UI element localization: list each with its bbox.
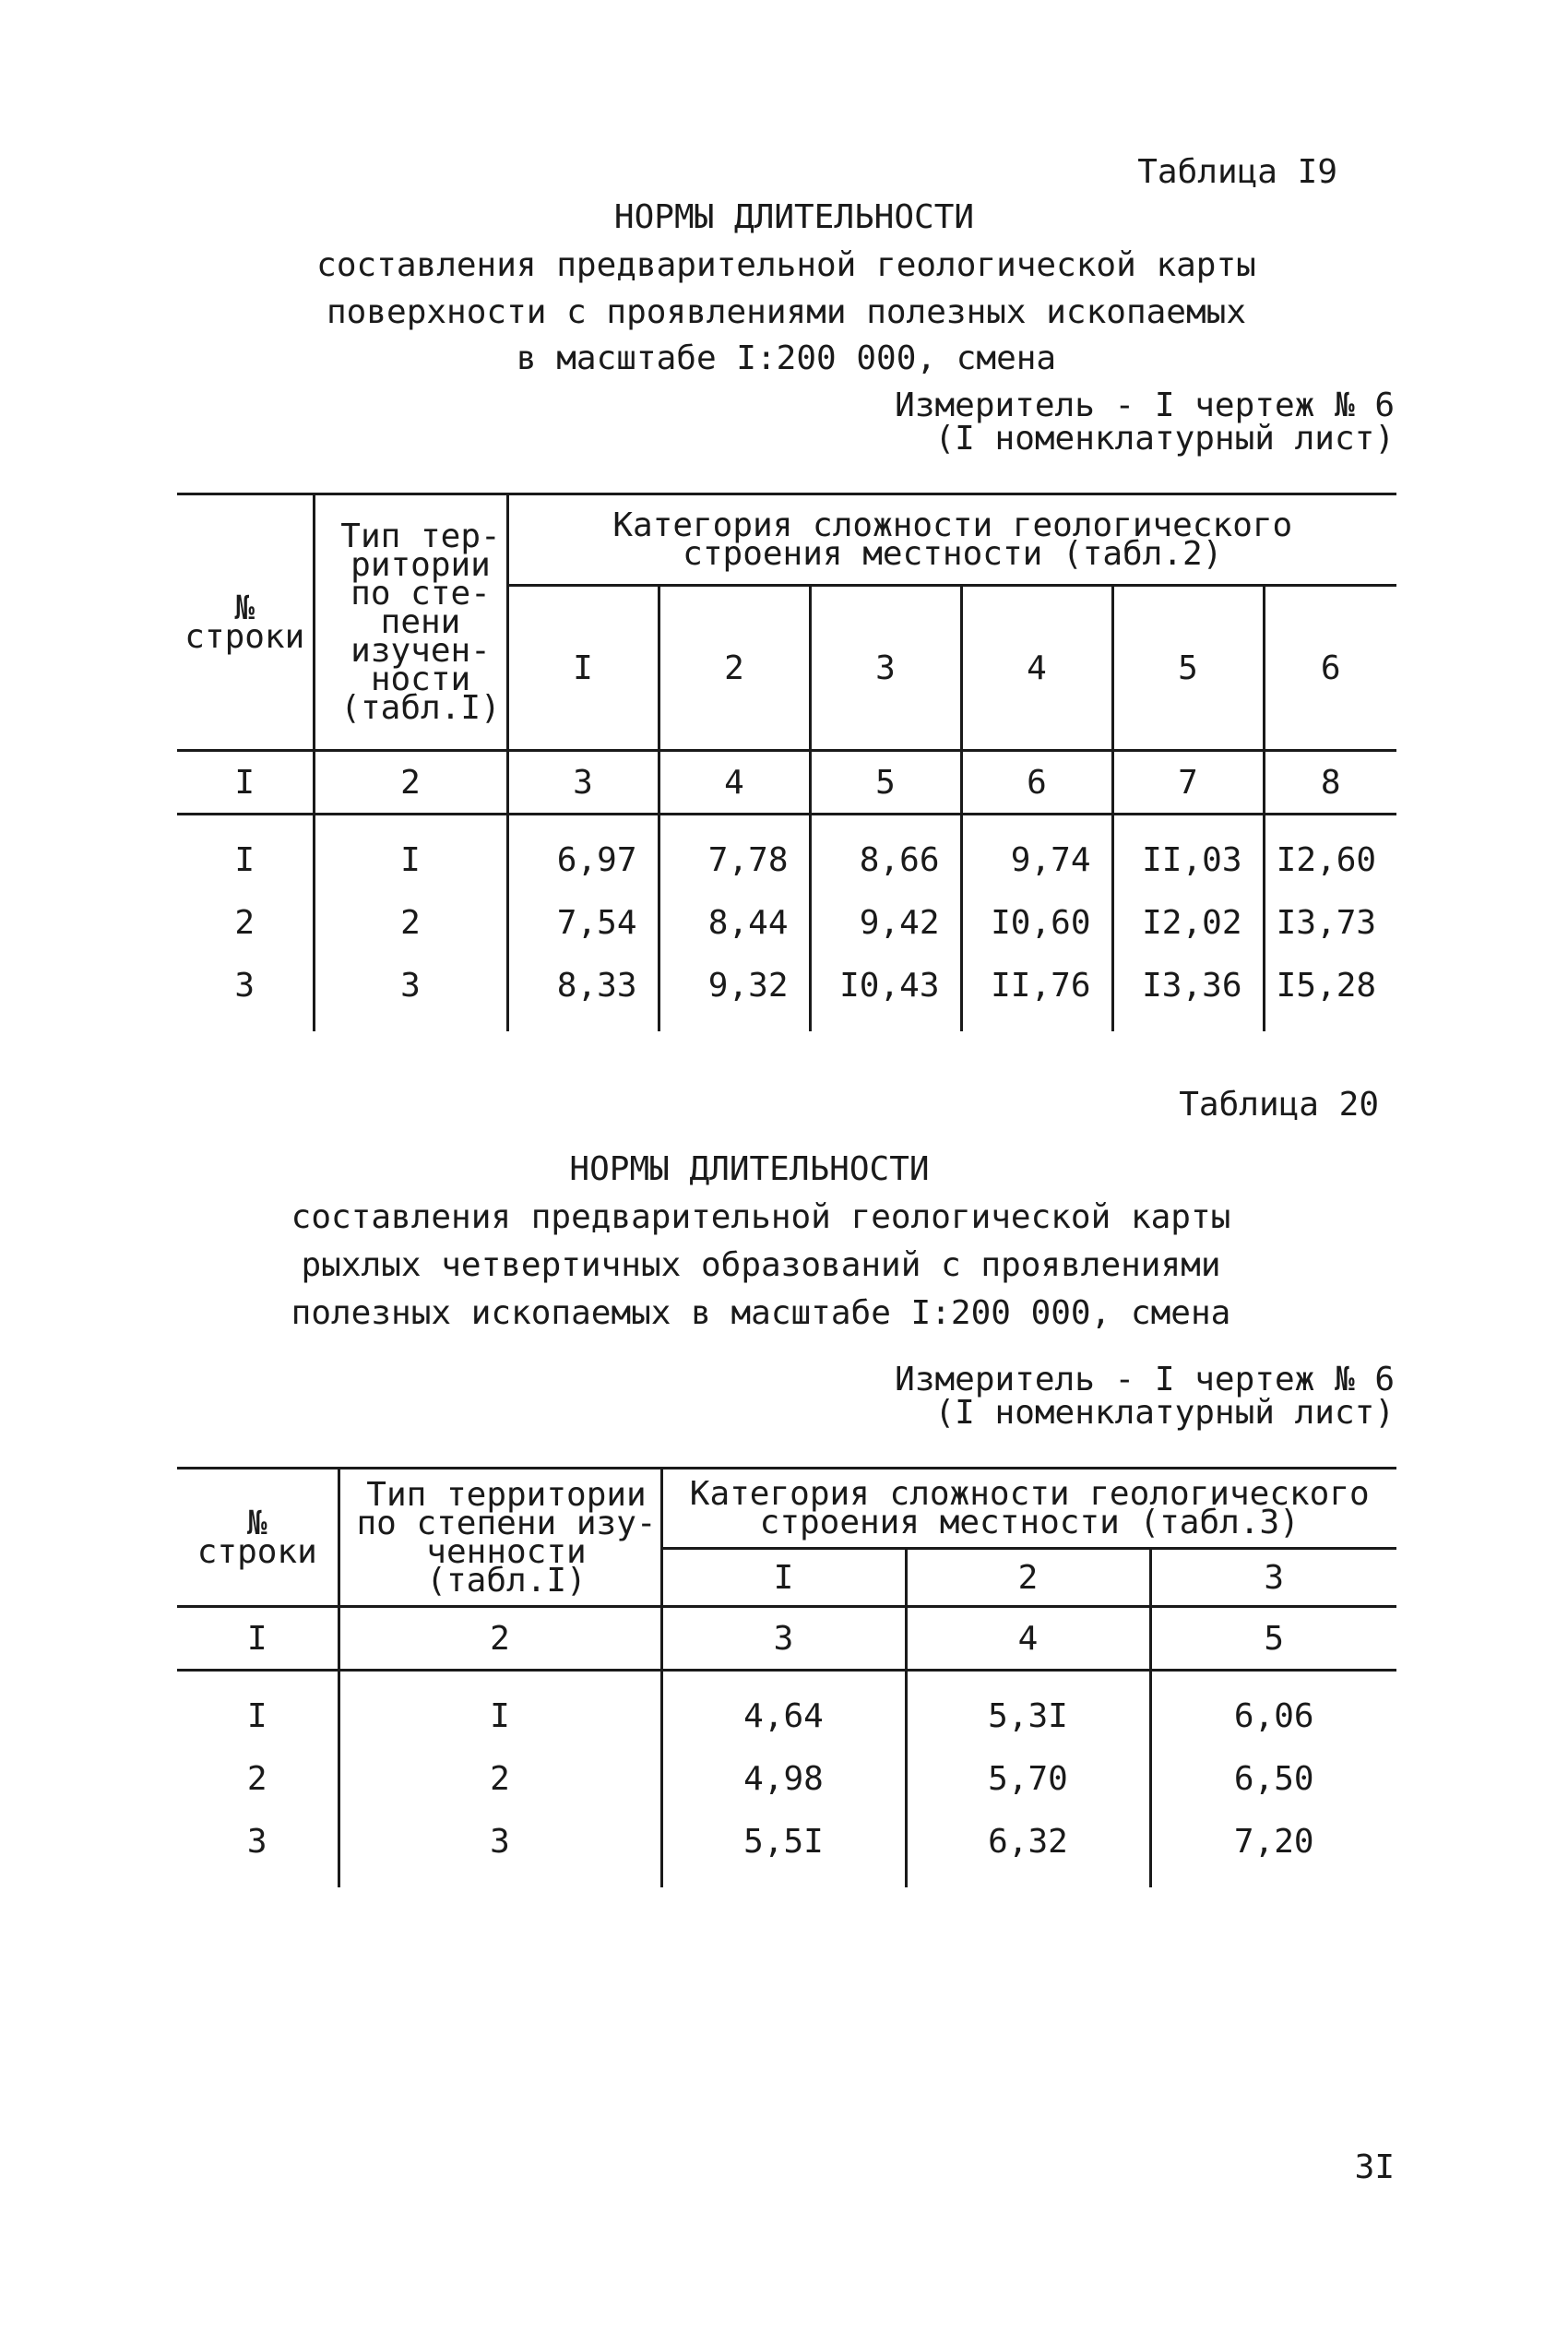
table20-column-number: I xyxy=(177,1607,339,1671)
table20-column-number: 2 xyxy=(339,1607,661,1671)
table20-category-3: 3 xyxy=(1150,1549,1396,1607)
table20-cell: 6,06 xyxy=(1150,1671,1396,1748)
table20-category-2: 2 xyxy=(906,1549,1150,1607)
table19-column-number: 7 xyxy=(1112,751,1264,815)
table20-territory-type: I xyxy=(339,1671,661,1748)
table19-subtitle-line-3: в масштабе I:200 000, смена xyxy=(516,339,1057,377)
table20-cell: 5,5I xyxy=(661,1810,906,1887)
table20 xyxy=(177,1467,1396,1887)
table19-cell: 8,33 xyxy=(507,954,659,1031)
table20-header-category: Категория сложности геологического строения местности (табл.3) xyxy=(661,1469,1396,1549)
table19-cell: I5,28 xyxy=(1264,954,1396,1031)
table20-heading: НОРМЫ ДЛИТЕЛЬНОСТИ xyxy=(569,1150,930,1188)
table19-row-no: I xyxy=(177,815,314,892)
table19-meter-line-1: Измеритель - I чертеж № 6 xyxy=(895,387,1395,424)
table20-cell: 5,70 xyxy=(906,1747,1150,1810)
table20-column-number: 4 xyxy=(906,1607,1150,1671)
table19-label: Таблица I9 xyxy=(1137,153,1337,191)
table19-column-number: 4 xyxy=(659,751,810,815)
table20-category-1: I xyxy=(661,1549,906,1607)
table19-subtitle-line-2: поверхности с проявлениями полезных ископаемых xyxy=(327,293,1246,331)
table20-subtitle-line-1: составления предварительной геологической карты xyxy=(291,1198,1231,1236)
table19-cell: I3,36 xyxy=(1112,954,1264,1031)
table19-cell: I2,02 xyxy=(1112,891,1264,954)
table19-category-2: 2 xyxy=(659,586,810,751)
table20-cell: 5,3I xyxy=(906,1671,1150,1748)
table19-row-no: 2 xyxy=(177,891,314,954)
table19-category-4: 4 xyxy=(961,586,1112,751)
table19-cell: I0,43 xyxy=(810,954,961,1031)
table19-column-number: 3 xyxy=(507,751,659,815)
table20-cell: 4,64 xyxy=(661,1671,906,1748)
table19-row-no: 3 xyxy=(177,954,314,1031)
table-row xyxy=(177,891,1396,954)
table19-subtitle-line-1: составления предварительной геологической карты xyxy=(316,246,1256,284)
table20-header-row-no: № строки xyxy=(177,1469,339,1607)
table-row xyxy=(177,1747,1396,1810)
table-row xyxy=(177,1810,1396,1887)
table19-category-1: I xyxy=(507,586,659,751)
table20-header-territory-type: Тип территории по степени изу- ченности (табл.I) xyxy=(339,1469,661,1607)
table19-cell: 8,66 xyxy=(810,815,961,892)
table19-cell: 7,54 xyxy=(507,891,659,954)
table20-column-number: 3 xyxy=(661,1607,906,1671)
table19-cell: 7,78 xyxy=(659,815,810,892)
table20-meter-line-1: Измеритель - I чертеж № 6 xyxy=(895,1361,1395,1398)
table19-cell: 8,44 xyxy=(659,891,810,954)
table-row xyxy=(177,954,1396,1031)
table20-cell: 4,98 xyxy=(661,1747,906,1810)
table19-cell: I2,60 xyxy=(1264,815,1396,892)
table20-label: Таблица 20 xyxy=(1179,1086,1379,1124)
table19-category-3: 3 xyxy=(810,586,961,751)
table19-territory-type: 3 xyxy=(314,954,507,1031)
table19-column-number: 5 xyxy=(810,751,961,815)
table19-column-number: I xyxy=(177,751,314,815)
table20-cell: 6,32 xyxy=(906,1810,1150,1887)
table20-subtitle-line-3: полезных ископаемых в масштабе I:200 000, смена xyxy=(291,1294,1231,1332)
table19-column-number: 2 xyxy=(314,751,507,815)
table20-cell: 7,20 xyxy=(1150,1810,1396,1887)
table19-header-row-no: № строки xyxy=(177,494,314,751)
table20-meter-line-2: (I номенклатурный лист) xyxy=(934,1394,1395,1432)
table19-cell: I3,73 xyxy=(1264,891,1396,954)
table20-row-no: 3 xyxy=(177,1810,339,1887)
table19-column-number: 8 xyxy=(1264,751,1396,815)
table19-cell: 9,32 xyxy=(659,954,810,1031)
table20-territory-type: 2 xyxy=(339,1747,661,1810)
table19-cell: II,76 xyxy=(961,954,1112,1031)
table19-cell: I0,60 xyxy=(961,891,1112,954)
table19-cell: 6,97 xyxy=(507,815,659,892)
table20-cell: 6,50 xyxy=(1150,1747,1396,1810)
table19-heading: НОРМЫ ДЛИТЕЛЬНОСТИ xyxy=(613,198,975,236)
table19-cell: 9,42 xyxy=(810,891,961,954)
table19-meter-line-2: (I номенклатурный лист) xyxy=(934,420,1395,458)
table19-category-5: 5 xyxy=(1112,586,1264,751)
table19-territory-type: I xyxy=(314,815,507,892)
table19-column-number: 6 xyxy=(961,751,1112,815)
table19-category-6: 6 xyxy=(1264,586,1396,751)
table20-subtitle-line-2: рыхлых четвертичных образований с проявлениями xyxy=(301,1246,1221,1284)
table20-row-no: 2 xyxy=(177,1747,339,1810)
table20-territory-type: 3 xyxy=(339,1810,661,1887)
page-number: 3I xyxy=(1354,2148,1395,2186)
table19 xyxy=(177,493,1396,1031)
table19-cell: II,03 xyxy=(1112,815,1264,892)
table19-cell: 9,74 xyxy=(961,815,1112,892)
table19-territory-type: 2 xyxy=(314,891,507,954)
table-row xyxy=(177,1671,1396,1748)
table20-column-number: 5 xyxy=(1150,1607,1396,1671)
table19-header-category: Категория сложности геологического строения местности (табл.2) xyxy=(507,494,1396,586)
table-row xyxy=(177,815,1396,892)
table19-header-territory-type: Тип тер- ритории по сте- пени изучен- ности (табл.I) xyxy=(314,494,507,751)
table20-row-no: I xyxy=(177,1671,339,1748)
